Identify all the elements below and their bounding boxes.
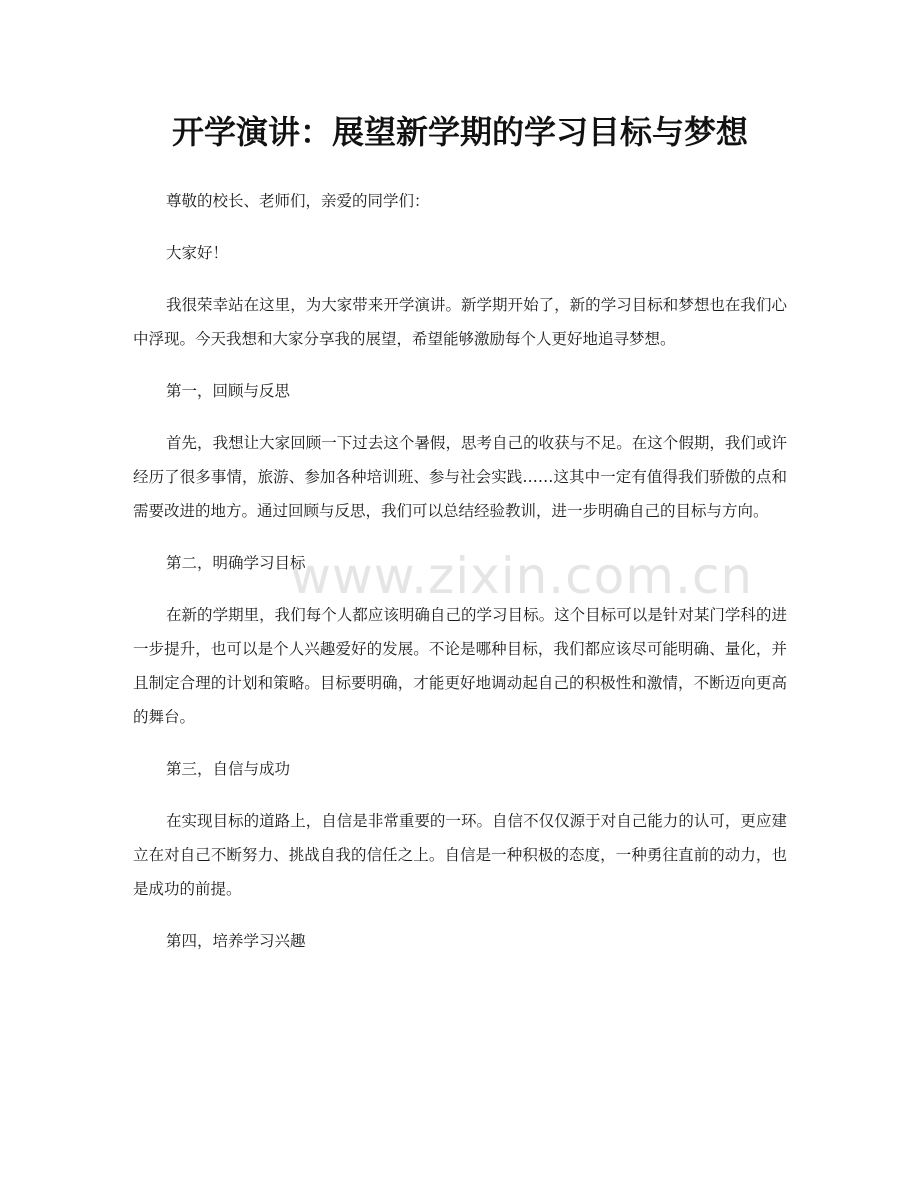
watermark-text: www.zixin.com.cn (290, 547, 754, 605)
paragraph-hello: 大家好！ (166, 244, 229, 262)
section-heading-3: 第三，自信与成功 (166, 760, 291, 778)
section-heading-4: 第四，培养学习兴趣 (166, 932, 306, 950)
paragraph-section-1: 首先，我想让大家回顾一下过去这个暑假，思考自己的收获与不足。在这个假期，我们或许经历了很多事情，旅游、参加各种培训班、参与社会实践……这其中一定有值得我们骄傲的点和需要改进的地方。通过回顾与反思，我们可以总结经验教训，进一步明确自己的目标与方向。 (133, 434, 787, 520)
section-heading-2: 第二，明确学习目标 (166, 554, 306, 572)
paragraph-greeting: 尊敬的校长、老师们，亲爱的同学们： (166, 192, 430, 210)
paragraph-section-3: 在实现目标的道路上，自信是非常重要的一环。自信不仅仅源于对自己能力的认可，更应建立在对自己不断努力、挑战自我的信任之上。自信是一种积极的态度，一种勇往直前的动力，也是成功的前提。 (133, 812, 787, 898)
section-heading-1: 第一，回顾与反思 (166, 382, 291, 400)
paragraph-section-2: 在新的学期里，我们每个人都应该明确自己的学习目标。这个目标可以是针对某门学科的进一步提升，也可以是个人兴趣爱好的发展。不论是哪种目标，我们都应该尽可能明确、量化，并且制定合理的计划和策略。目标要明确，才能更好地调动起自己的积极性和激情，不断迈向更高的舞台。 (133, 606, 787, 726)
document-title: 开学演讲：展望新学期的学习目标与梦想 (171, 113, 748, 151)
paragraph-intro: 我很荣幸站在这里，为大家带来开学演讲。新学期开始了，新的学习目标和梦想也在我们心中浮现。今天我想和大家分享我的展望，希望能够激励每个人更好地追寻梦想。 (133, 296, 787, 348)
document-body (133, 184, 787, 976)
